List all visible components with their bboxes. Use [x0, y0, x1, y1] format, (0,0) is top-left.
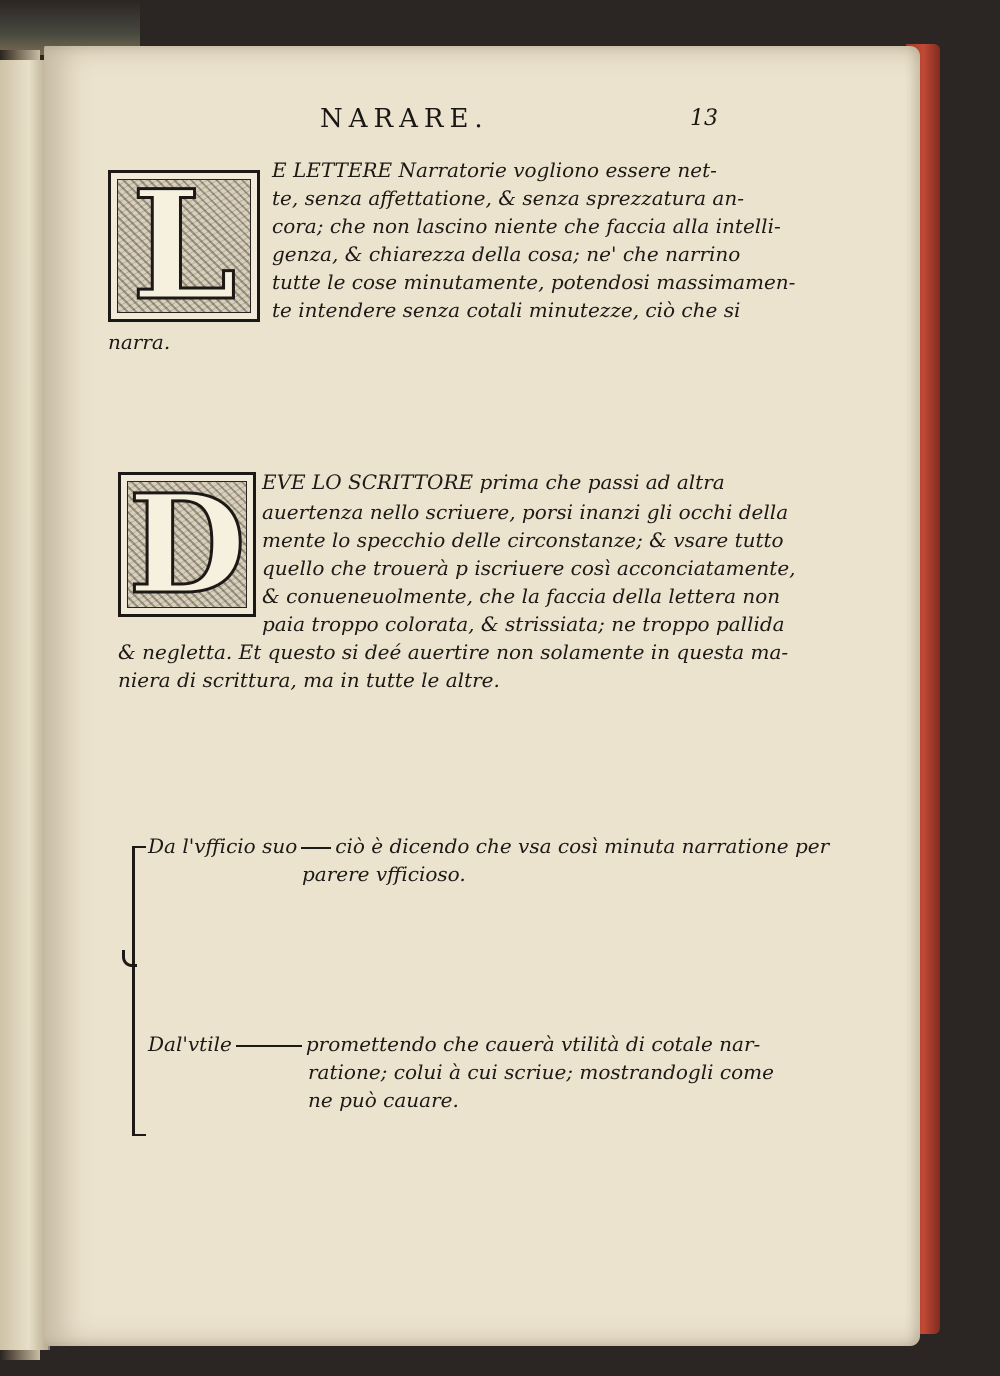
branch-text: ciò è dicendo che vsa così minuta narratione per	[335, 834, 830, 858]
text-line: auertenza nello scriuere, porsi inanzi gli occhi della	[262, 500, 789, 524]
diagram-item-label	[148, 1032, 760, 1056]
brace-center-nub	[122, 950, 137, 967]
text-line: te intendere senza cotali minutezze, ciò che si	[272, 298, 741, 322]
initial-letter: D	[128, 464, 246, 625]
text-line: mente lo specchio delle circonstanze; & vsare tutto	[262, 528, 784, 552]
brace-tick-bottom	[132, 1134, 146, 1136]
text-line: narra.	[108, 330, 171, 354]
branch-label: Da l'vfficio suo	[148, 834, 298, 858]
text-line: paia troppo colorata, & strissiata; ne troppo pallida	[262, 612, 785, 636]
brace-tick-top	[132, 846, 146, 848]
decorated-initial-l	[108, 158, 260, 334]
text-line: tutte le cose minutamente, potendosi massimamen-	[272, 270, 796, 294]
branch-text-continued: parere vfficioso.	[302, 862, 466, 886]
text-line: & conueneuolmente, che la faccia della lettera non	[262, 584, 781, 608]
diagram-item-label	[148, 834, 829, 858]
branch-text-continued: ratione; colui à cui scriue; mostrandogli come	[308, 1060, 774, 1084]
page-number: 13	[690, 106, 718, 131]
connector-dash	[236, 1045, 302, 1047]
text-line: quello che trouerà p iscriuere così acconciatamente,	[262, 556, 796, 580]
facing-page-edge	[0, 60, 50, 1350]
text-line: EVE LO SCRITTORE prima che passi ad altra	[262, 470, 725, 494]
decorated-initial-d	[118, 464, 256, 625]
text-line: cora; che non lascino niente che faccia alla intelli-	[272, 214, 781, 238]
brace-vertical	[132, 846, 135, 1136]
branch-label: Dal'vtile	[148, 1032, 232, 1056]
brace-diagram	[120, 820, 830, 1120]
connector-dash	[301, 847, 331, 849]
text-line: E LETTERE Narratorie vogliono essere net-	[272, 158, 717, 182]
branch-text-continued: ne può cauare.	[308, 1088, 459, 1112]
text-line: genza, & chiarezza della cosa; ne' che narrino	[272, 242, 741, 266]
text-line: niera di scrittura, ma in tutte le altre.	[118, 668, 500, 692]
text-line: te, senza affettatione, & senza sprezzatura an-	[272, 186, 744, 210]
branch-text: promettendo che cauerà vtilità di cotale nar-	[305, 1032, 761, 1056]
initial-letter: L	[131, 158, 237, 334]
running-title: NARARE.	[320, 104, 489, 134]
text-line: & negletta. Et questo si deé auertire non solamente in questa ma-	[118, 640, 789, 664]
